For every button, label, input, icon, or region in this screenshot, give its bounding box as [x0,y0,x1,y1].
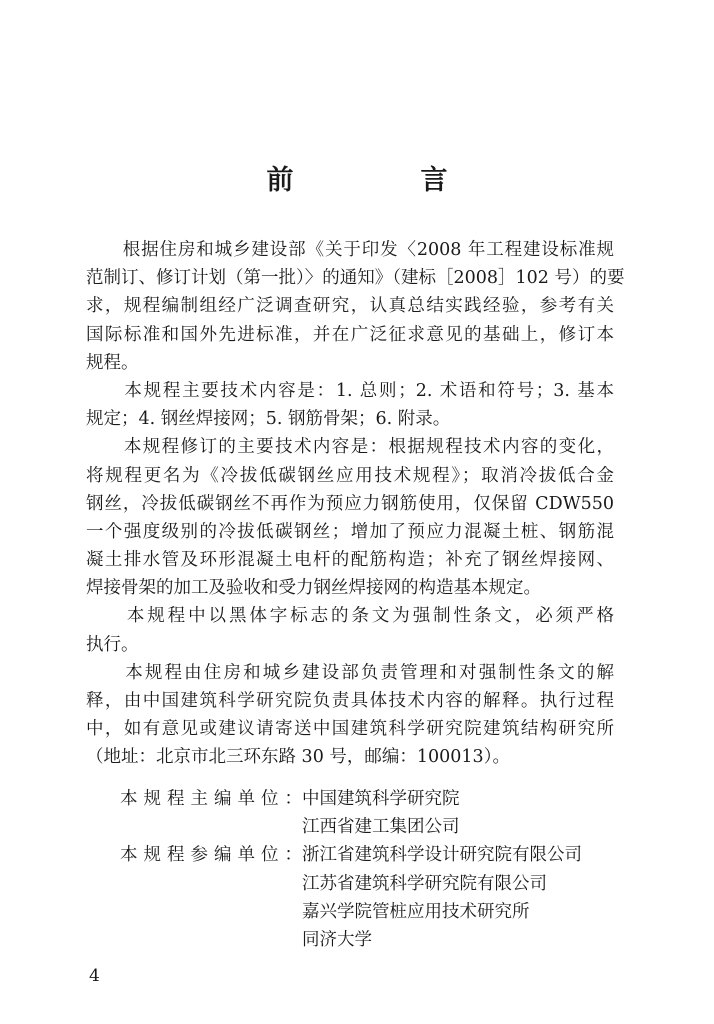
paragraph-1 [86,236,625,377]
chief-editor-units [302,785,460,838]
text-line: 规定；4. 钢丝焊接网；5. 钢筋骨架；6. 附录。 [86,409,451,430]
text-line: 中，如有意见或建议请寄送中国建筑科学研究院建筑结构研究所 [86,719,614,740]
text-line: 钢丝，冷拔低碳钢丝不再作为预应力钢筋使用，仅保留 CDW550 [86,493,614,514]
text-line: 凝土排水管及环形混凝土电杆的配筋构造；补充了钢丝焊接网、 [86,550,614,571]
text-line: 本规程由住房和城乡建设部负责管理和对强制性条文的解 [86,662,614,683]
editor-units [120,785,582,950]
text-line: 求，规程编制组经广泛调查研究，认真总结实践经验，参考有关 [86,296,614,317]
participating-editor-row [120,841,582,950]
editor-unit: 江苏省建筑科学研究院有限公司 [302,873,547,894]
text-line: 将规程更名为《冷拔低碳钢丝应用技术规程》；取消冷拔低合金 [86,465,614,486]
paragraph-4 [86,602,614,658]
participating-editor-units [302,841,582,950]
text-line: 本规程主要技术内容是：1. 总则；2. 术语和符号；3. 基本 [86,380,614,401]
editor-unit: 嘉兴学院管桩应用技术研究所 [302,901,530,922]
text-line: 范制订、修订计划（第一批）〉的通知》（建标［2008］102 号）的要 [86,268,625,289]
participating-editor-label: 本规程参编单位： [120,845,302,866]
editor-unit: 江西省建工集团公司 [302,817,460,838]
paragraph-2 [86,377,614,433]
chief-editor-row [120,785,582,838]
text-line: 释，由中国建筑科学研究院负责具体技术内容的解释。执行过程 [86,691,614,711]
text-line: 规程。 [86,352,139,373]
editor-unit: 同济大学 [302,929,372,950]
text-line: 执行。 [86,634,139,655]
page-number: 4 [89,966,100,986]
text-line: 一个强度级别的冷拔低碳钢丝；增加了预应力混凝土桩、钢筋混 [86,521,614,542]
text-line: 国际标准和国外先进标准，并在广泛征求意见的基础上，修订本 [86,324,614,345]
paragraph-3 [86,433,614,602]
text-line: 本规程修订的主要技术内容是：根据规程技术内容的变化， [86,437,614,458]
preface-body [86,236,625,772]
text-line: 本规程中以黑体字标志的条文为强制性条文，必须严格 [86,606,614,627]
page-title: 前 言 [266,165,498,196]
text-line: （地址：北京市北三环东路 30 号，邮编：100013）。 [86,747,510,768]
paragraph-5 [86,659,614,772]
editor-unit: 浙江省建筑科学设计研究院有限公司 [302,845,582,866]
text-line: 焊接骨架的加工及验收和受力钢丝焊接网的构造基本规定。 [86,578,541,599]
editor-unit: 中国建筑科学研究院 [302,789,460,809]
chief-editor-label: 本规程主编单位： [120,789,302,809]
text-line: 根据住房和城乡建设部《关于印发〈2008 年工程建设标准规 [86,240,614,260]
